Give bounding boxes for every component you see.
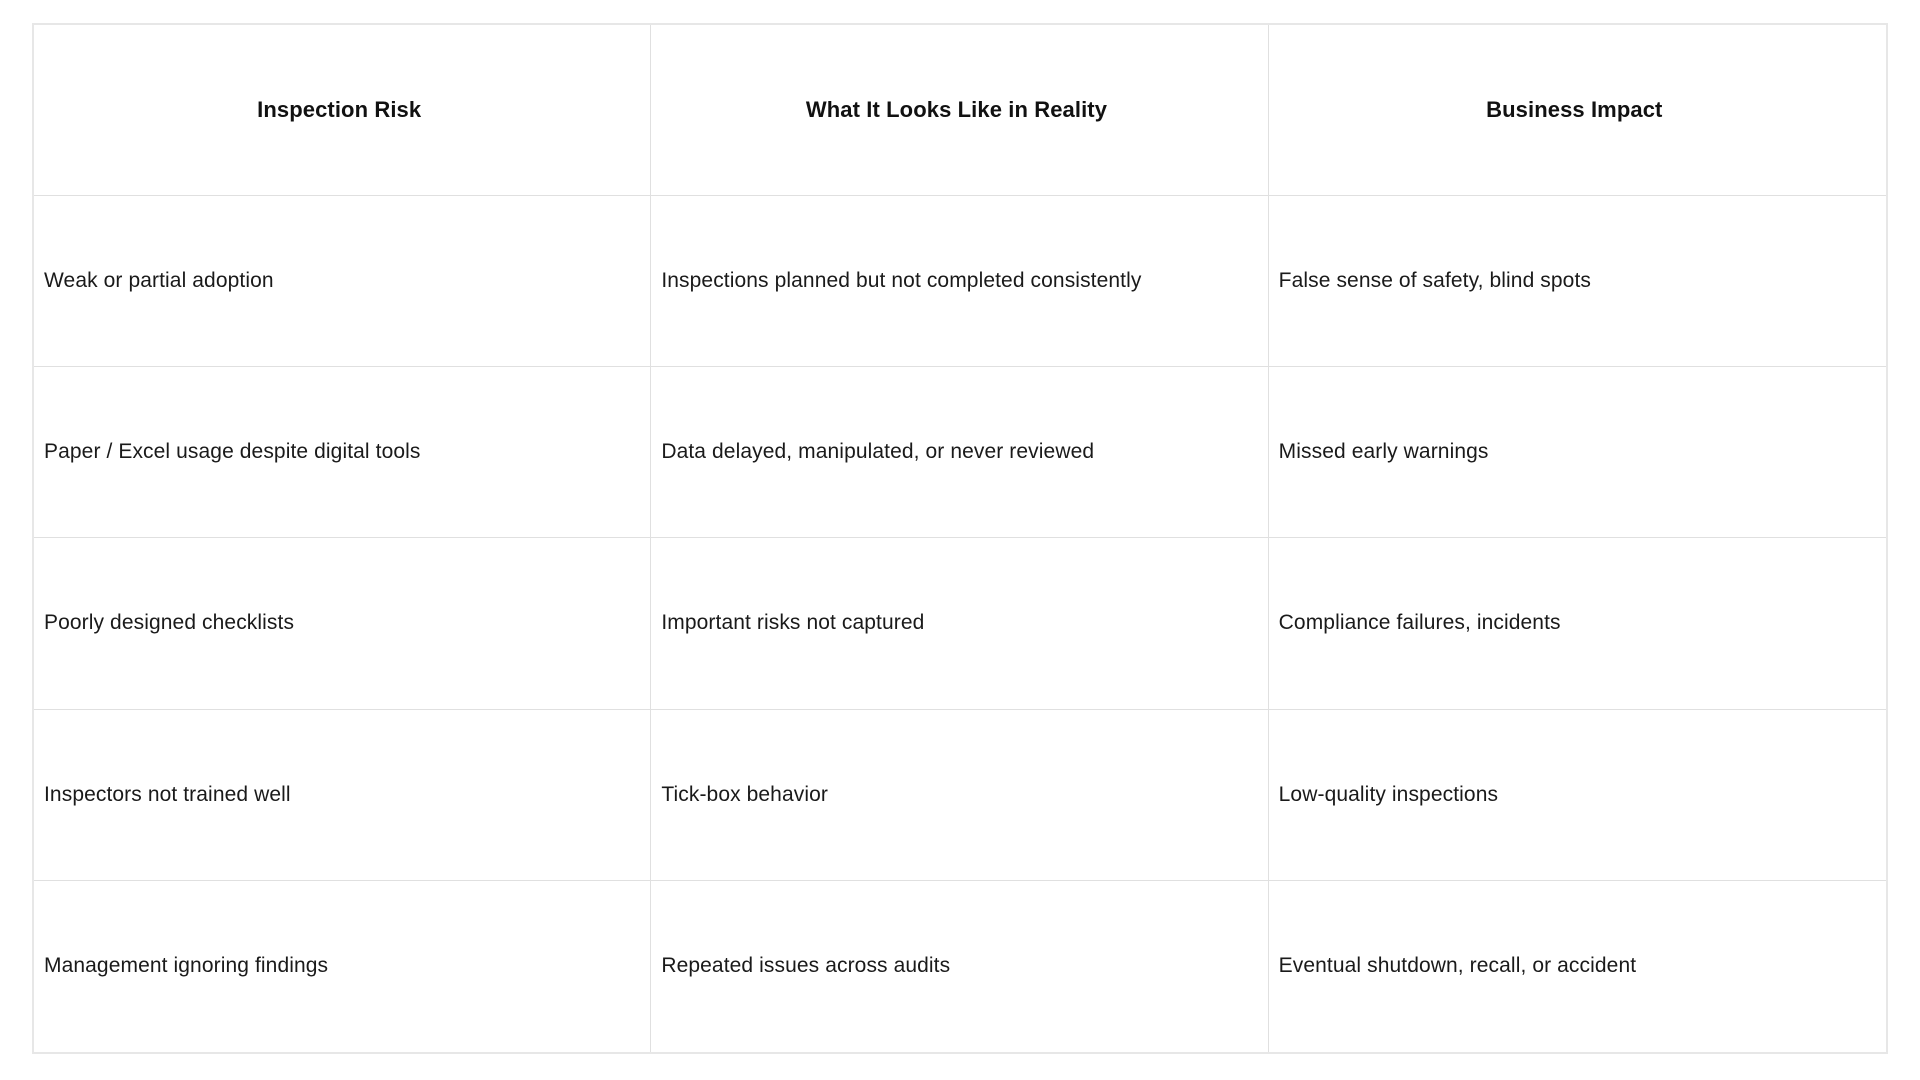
table-cell: Missed early warnings — [1269, 367, 1886, 538]
inspection-risk-table — [32, 23, 1888, 1054]
table-cell: Management ignoring findings — [34, 881, 651, 1052]
table-cell: Low-quality inspections — [1269, 710, 1886, 881]
table-cell: Poorly designed checklists — [34, 538, 651, 709]
table-cell: Eventual shutdown, recall, or accident — [1278, 954, 1637, 978]
table-cell: Repeated issues across audits — [651, 881, 1268, 1052]
table-cell: Important risks not captured — [651, 538, 1268, 709]
table-cell: Paper / Excel usage despite digital tools — [34, 367, 651, 538]
table-cell: Weak or partial adoption — [34, 196, 651, 367]
column-header-inspection-risk: Inspection Risk — [34, 25, 651, 196]
table-cell: Tick-box behavior — [651, 710, 1268, 881]
column-header-business-impact: Business Impact — [1269, 25, 1886, 196]
table-cell: Inspectors not trained well — [34, 710, 651, 881]
table-cell: Data delayed, manipulated, or never reviewed — [651, 367, 1268, 538]
table-cell: Inspections planned but not completed consistently — [651, 196, 1268, 367]
table-cell: Compliance failures, incidents — [1269, 538, 1886, 709]
table-cell: False sense of safety, blind spots — [1269, 196, 1886, 367]
column-header-what-it-looks-like: What It Looks Like in Reality — [651, 25, 1268, 196]
